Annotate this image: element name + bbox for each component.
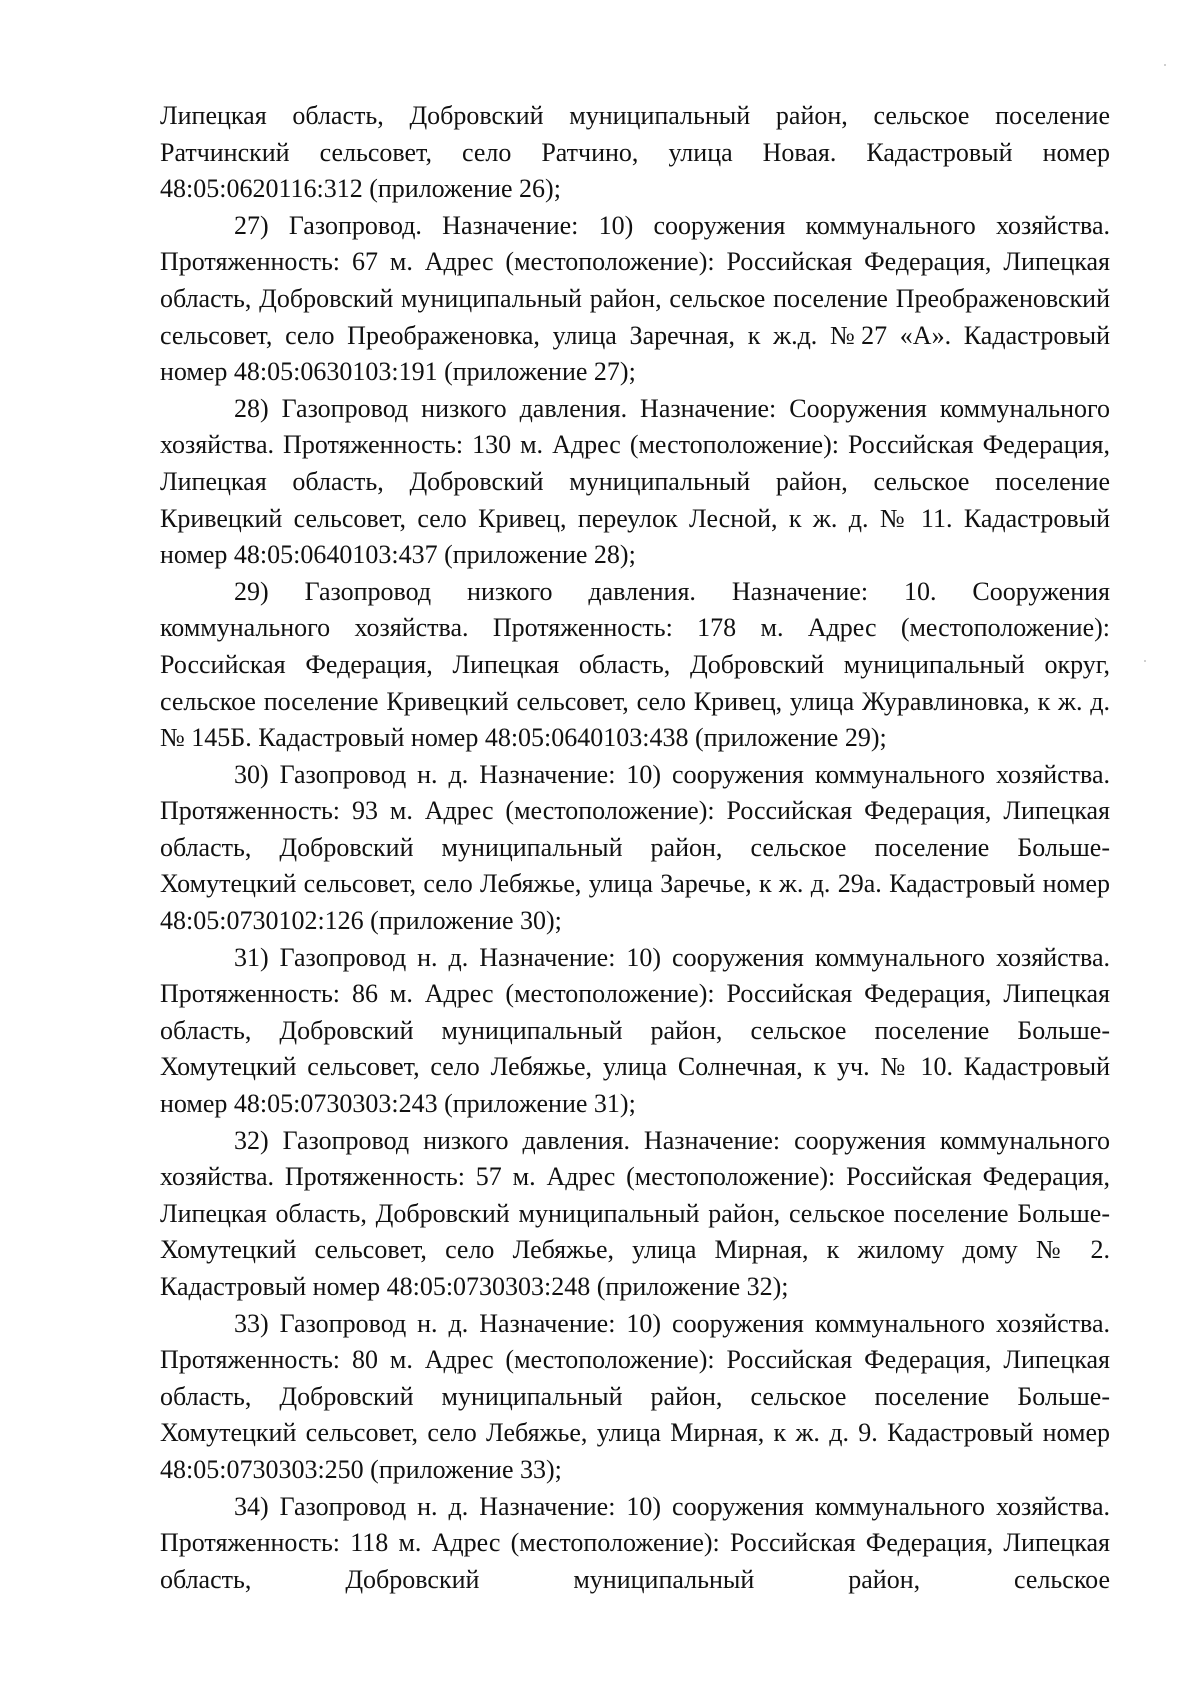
document-page: [160, 98, 1110, 1598]
list-item-34: 34) Газопровод н. д. Назначение: 10) сооружения коммунального хозяйства. Протяженность: 118 м. Адрес (местоположение): Российская Федерация, Липецкая область, Добровский муниципальный район, сельское: [160, 1491, 1110, 1594]
list-item-30: 30) Газопровод н. д. Назначение: 10) сооружения коммунального хозяйства. Протяженность: 93 м. Адрес (местоположение): Российская Федерация, Липецкая область, Добровский муниципальный район, сельское поселение Больше-Хомутецкий сельсовет, село Лебяжье, улица Заречье, к ж. д. 29а. Кадастровый номер 48:05:0730102:126 (приложение 30);: [160, 759, 1110, 936]
list-item-33: 33) Газопровод н. д. Назначение: 10) сооружения коммунального хозяйства. Протяженность: 80 м. Адрес (местоположение): Российская Федерация, Липецкая область, Добровский муниципальный район, сельское поселение Больше-Хомутецкий сельсовет, село Лебяжье, улица Мирная, к ж. д. 9. Кадастровый номер 48:05:0730303:250 (приложение 33);: [160, 1308, 1110, 1484]
list-item-31: 31) Газопровод н. д. Назначение: 10) сооружения коммунального хозяйства. Протяженность: 86 м. Адрес (местоположение): Российская Федерация, Липецкая область, Добровский муниципальный район, сельское поселение Больше-Хомутецкий сельсовет, село Лебяжье, улица Солнечная, к уч. № 10. Кадастровый номер 48:05:0730303:243 (приложение 31);: [160, 942, 1110, 1119]
continuation-paragraph: Липецкая область, Добровский муниципальный район, сельское поселение Ратчинский сельсовет, село Ратчино, улица Новая. Кадастровый номер 48:05:0620116:312 (приложение 26);: [160, 101, 1110, 204]
list-item-29: 29) Газопровод низкого давления. Назначение: 10. Сооружения коммунального хозяйства. Протяженность: 178 м. Адрес (местоположение): Российская Федерация, Липецкая область, Добровский муниципальный округ, сельское поселение Кривецкий сельсовет, село Кривец, улица Журавлиновка, к ж. д. № 145Б. Кадастровый номер 48:05:0640103:438 (приложение 29);: [160, 576, 1110, 753]
list-item-27: 27) Газопровод. Назначение: 10) сооружения коммунального хозяйства. Протяженность: 67 м. Адрес (местоположение): Российская Федерация, Липецкая область, Добровский муниципальный район, сельское поселение Преображеновский сельсовет, село Преображеновка, улица Заречная, к ж.д. №27 «А». Кадастровый номер 48:05:0630103:191 (приложение 27);: [160, 210, 1110, 387]
scan-speck: [1164, 64, 1166, 66]
scan-speck: [1144, 660, 1146, 662]
list-item-28: 28) Газопровод низкого давления. Назначение: Сооружения коммунального хозяйства. Протяженность: 130 м. Адрес (местоположение): Российская Федерация, Липецкая область, Добровский муниципальный район, сельское поселение Кривецкий сельсовет, село Кривец, переулок Лесной, к ж. д. № 11. Кадастровый номер 48:05:0640103:437 (приложение 28);: [160, 393, 1110, 570]
list-item-32: 32) Газопровод низкого давления. Назначение: сооружения коммунального хозяйства. Протяженность: 57 м. Адрес (местоположение): Российская Федерация, Липецкая область, Добровский муниципальный район, сельское поселение Больше-Хомутецкий сельсовет, село Лебяжье, улица Мирная, к жилому дому № 2. Кадастровый номер 48:05:0730303:248 (приложение 32);: [160, 1125, 1110, 1301]
